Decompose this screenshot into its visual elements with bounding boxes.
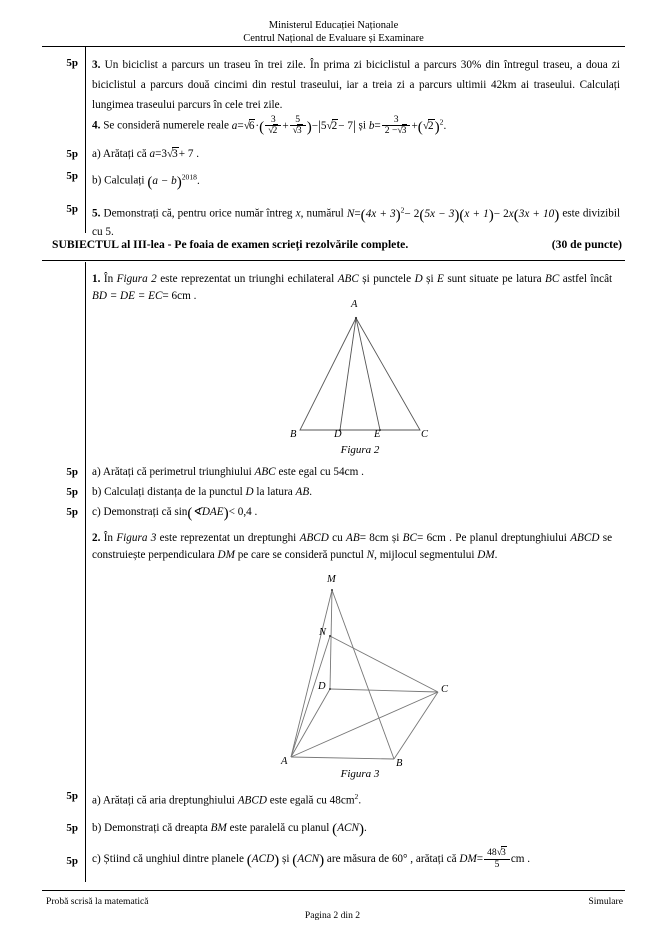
points-item5: 5p	[66, 203, 78, 215]
p1a-letter: a)	[92, 466, 101, 478]
header-rule	[42, 46, 625, 47]
p2a-body: Arătați că aria dreptunghiului	[102, 794, 235, 807]
center-line: Centrul Național de Evaluare și Examinare	[243, 32, 424, 44]
figure2-label-A: A	[351, 299, 358, 310]
p1-d: astfel încât	[562, 273, 613, 285]
figure3-label-C: C	[441, 684, 449, 695]
subject3-title: SUBIECTUL al III-lea - Pe foaia de examen scrieți rezolvările complete.	[52, 238, 409, 251]
footer-right: Simulare	[588, 896, 623, 907]
item4-and: și	[358, 119, 367, 132]
p2-figure-ref: Figura 3	[116, 532, 157, 544]
p2-in: În	[103, 532, 114, 544]
figure2-label-D: D	[334, 429, 342, 440]
p1-side-BC: BC	[544, 273, 560, 285]
item4a-letter: a)	[92, 148, 101, 160]
points-p1b: 5p	[66, 486, 78, 498]
p2-a: este reprezentat un dreptunghi	[159, 532, 297, 544]
p2-rect: ABCD	[299, 532, 329, 544]
p2-ab: AB= 8cm	[346, 532, 389, 544]
item5-end: este divizibil cu 5.	[92, 207, 621, 239]
p1b-text	[92, 484, 620, 501]
var-b: b	[368, 119, 375, 132]
subject3-points: (30 de puncte)	[551, 238, 622, 251]
figure3-label-A: A	[281, 756, 288, 767]
p1-c: sunt situate pe latura	[447, 273, 542, 285]
points-item4a: 5p	[66, 148, 78, 160]
frac-5-sqrt3: $\frac{5}{√3}$	[290, 115, 306, 138]
sqrt6: √6	[243, 119, 255, 132]
document-header	[42, 20, 625, 45]
item4a-text	[92, 146, 620, 163]
p1-equalities: BD = DE = EC= 6cm .	[92, 290, 197, 302]
p2a-letter: a)	[92, 794, 101, 807]
p2b-symbol: BM	[210, 822, 227, 834]
figure3-label-M: M	[327, 574, 336, 585]
p2a-symbol: ABCD	[237, 794, 267, 807]
problem1-number: 1.	[92, 273, 101, 285]
p1a-symbol: ABC	[254, 466, 276, 478]
p2-rect2: ABCD	[570, 532, 600, 544]
figure-2-drawing	[275, 305, 450, 440]
item4-formula: a=√6·( $\frac{3}{√2}$ + $\frac{5}{√3}$ )−|5√2− 7|	[231, 113, 356, 137]
ministry-line: Ministerul Educației Naționale	[268, 20, 399, 31]
p1-b: și punctele	[362, 273, 412, 285]
p2b-tail: .	[364, 822, 367, 834]
frac-b: $\frac{3}{2 -√3}$	[382, 115, 411, 138]
figure3-label-N: N	[319, 627, 327, 638]
p1-triangle: ABC	[337, 273, 359, 285]
figure2-label-E: E	[374, 429, 381, 440]
eq-sign: =	[237, 119, 244, 132]
p2a-exp: 2	[354, 792, 359, 801]
frac-3-sqrt2: $\frac{3}{√2}$	[265, 115, 281, 138]
p2b-symbol2: (ACN)	[332, 821, 364, 838]
figure-2	[275, 299, 450, 440]
item5-start: Demonstrați că, pentru orice număr întreg	[103, 207, 293, 220]
p2-c: se construiește perpendiculara	[92, 532, 613, 561]
p1b-body: Calculați distanța de la punctul	[104, 486, 243, 498]
var-a: a	[231, 119, 238, 132]
item4a-formula: a=3√3+ 7 .	[149, 148, 200, 160]
p1-point-E: E	[437, 273, 444, 285]
p2-d: pe care se consideră punctul	[237, 549, 364, 561]
p1b-symbol: D	[245, 486, 254, 498]
p2a-text	[92, 788, 620, 810]
p1c-body: Demonstrați că	[103, 506, 172, 518]
item5-var-x: x	[295, 207, 301, 220]
figure3-label-D: D	[318, 681, 326, 692]
item4b-formula: $(a - b)^{2018}$.	[147, 172, 200, 191]
figure-3	[275, 574, 455, 769]
figure2-label-C: C	[421, 429, 429, 440]
p2-seg-DM: DM	[477, 549, 495, 561]
abs-sqrt2: √2	[326, 119, 338, 132]
p2c-symbol2: (ACN)	[292, 852, 325, 869]
p2a-tail2: .	[358, 794, 362, 807]
points-p1a: 5p	[66, 466, 78, 478]
p1a-text	[92, 464, 620, 481]
p1c-letter: c)	[92, 506, 101, 518]
points-item4b: 5p	[66, 170, 78, 182]
p1-a: este reprezentat un triunghi echilateral	[160, 273, 335, 285]
figure2-label-B: B	[290, 429, 297, 440]
p2-b: Pe planul dreptunghiului	[455, 532, 567, 544]
p1-point-D: D	[414, 273, 423, 285]
p2b-body: Demonstrați că dreapta	[104, 822, 208, 834]
p2b-text	[92, 820, 620, 838]
footer-left: Probă scrisă la matematică	[46, 896, 149, 907]
item4b-text	[92, 168, 620, 191]
p2-point-N: N	[366, 549, 375, 561]
p1-figure-ref: Figura 2	[116, 273, 157, 285]
p1b-mid: la latura	[256, 486, 293, 498]
p2c-fraction: $\frac{48√3}{5}$	[484, 848, 510, 871]
subject3-heading	[52, 238, 622, 251]
problem2-number: 2.	[92, 532, 101, 544]
item4-number: 4.	[92, 119, 101, 132]
p2-bc: BC= 6cm .	[402, 532, 452, 544]
subject3-rule	[42, 260, 625, 261]
p1b-tail: .	[309, 486, 312, 498]
item4b-letter: b)	[92, 174, 102, 187]
p1c-formula: sin(∢DAE)< 0,4 .	[174, 505, 258, 522]
item4-formula-b: b= $\frac{3}{2 -√3}$ $+(√2)^2$.	[368, 113, 447, 137]
points-p2a: 5p	[66, 790, 78, 802]
problem2-text	[92, 530, 612, 564]
p2c-symbol: (ACD)	[246, 852, 280, 869]
points-p1c: 5p	[66, 506, 78, 518]
p2c-text	[92, 848, 620, 871]
p1a-body: Arătați că perimetrul triunghiului	[102, 466, 252, 478]
p1c-text	[92, 504, 620, 522]
p2c-body: Știind că unghiul dintre planele	[103, 853, 244, 866]
points-p2b: 5p	[66, 822, 78, 834]
p2-and: și	[391, 532, 400, 544]
item5-text	[92, 201, 620, 241]
item5-mid: , numărul	[300, 207, 344, 220]
p2c-mid2: are măsura de 60° , arătați că	[326, 853, 457, 866]
points-p2c: 5p	[66, 855, 78, 867]
item5-number: 5.	[92, 207, 101, 220]
figure3-caption: Figura 3	[340, 768, 380, 780]
p1-in: În	[103, 273, 114, 285]
b-sqrt2: √2	[422, 119, 434, 132]
p2a-tail: este egală cu 48cm	[269, 794, 355, 807]
p1a-tail: este egal cu 54cm .	[278, 466, 364, 478]
p2c-mid: și	[282, 853, 290, 866]
item3-text	[92, 55, 620, 115]
p2b-mid: este paralelă cu planul	[229, 822, 330, 834]
p2-f: .	[494, 549, 498, 561]
footer-page-number: Pagina 2 din 2	[304, 910, 361, 921]
p2-dm: DM	[217, 549, 235, 561]
figure2-caption: Figura 2	[340, 444, 380, 456]
item4-intro: Se consideră numerele reale	[103, 119, 229, 132]
item3-body: Un biciclist a parcurs un traseu în trei zile. În prima zi biciclistul a parcurs 30% din întregul traseu, a doua zi biciclistul a parcurs două cincimi din restul traseului, iar a treia zi a parcurs ultimii 42km ai traseului. Calculați lungimea traseului parcurs în cele trei zile.	[92, 59, 620, 111]
item4a-body: Arătați că	[102, 148, 147, 160]
p1-and: și	[426, 273, 434, 285]
item3-number: 3.	[92, 59, 101, 71]
p2-cu: cu	[332, 532, 343, 544]
points-divider-lower	[85, 262, 86, 882]
p1b-symbol2: AB	[295, 486, 310, 498]
figure-3-drawing	[275, 578, 455, 768]
p1b-letter: b)	[92, 486, 102, 498]
figure3-label-B: B	[396, 758, 403, 769]
p2b-letter: b)	[92, 822, 102, 834]
item4-text	[92, 113, 620, 137]
item5-formula: $N=(4x + 3)^2- 2(5x - 3)(x + 1)- 2x(3x + 10)$	[346, 205, 560, 224]
footer-rule	[42, 890, 625, 891]
p2c-letter: c)	[92, 853, 101, 866]
p2-e: , mijlocul segmentului	[374, 549, 475, 561]
points-item3: 5p	[66, 57, 78, 69]
points-divider-upper	[85, 47, 86, 233]
item4b-body: Calculați	[104, 174, 145, 187]
p2c-formula: DM= $\frac{48√3}{5}$ cm .	[459, 847, 531, 870]
